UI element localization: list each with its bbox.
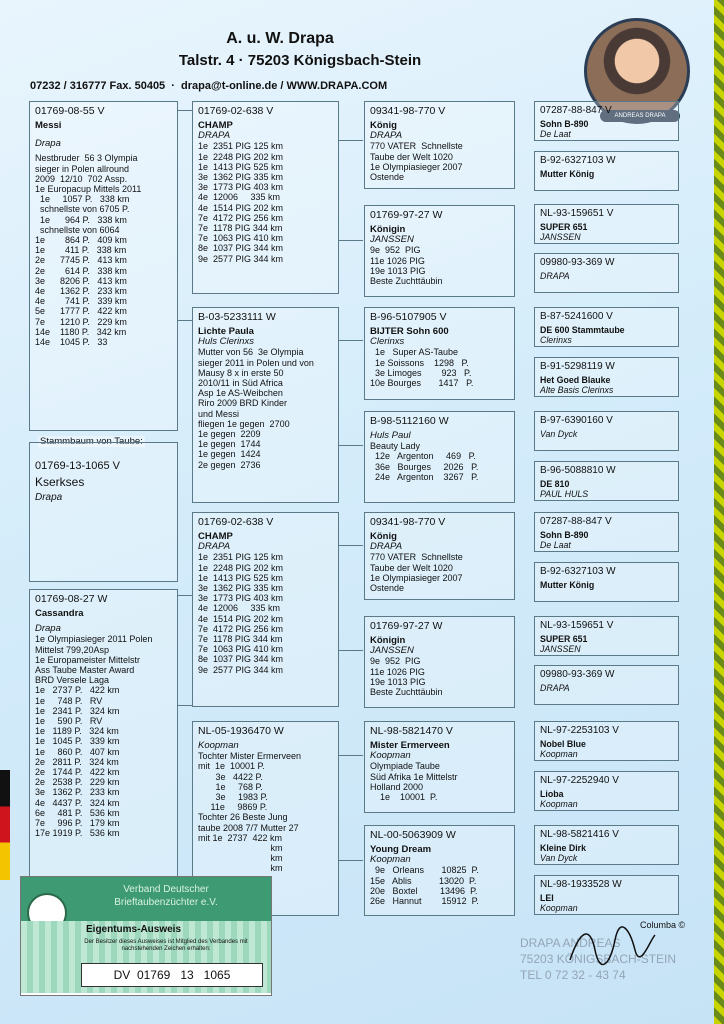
- result-line: mit 1e 10001 P.: [198, 761, 265, 772]
- result-line: Mausy 8 x in erste 50: [198, 367, 284, 378]
- connector-line: [339, 240, 363, 241]
- card-org: Verband Deutscher Brieftaubenzüchter e.V.: [21, 877, 271, 921]
- result-line: BRD Versele Laga: [35, 675, 110, 686]
- pedigree-box: [364, 512, 515, 600]
- result-line: 1e 1057 P. 338 km: [35, 194, 130, 205]
- pigeon-owner: Huls Clerinxs: [198, 336, 254, 348]
- father-box: [29, 101, 178, 431]
- pigeon-id: NL-97-2252940 V: [540, 775, 619, 786]
- result-line: 1e gegen 1744: [198, 439, 261, 450]
- result-line: 4e 12006 335 km: [198, 192, 281, 203]
- pedigree-box: [364, 411, 515, 503]
- result-line: 1e 2351 PIG 125 km: [198, 552, 284, 563]
- pigeon-name: Königin: [370, 635, 406, 646]
- result-line: 10e Bourges 1417 P.: [370, 378, 474, 389]
- result-line: 1e 768 P.: [198, 781, 263, 792]
- result-lines: [35, 634, 172, 838]
- result-line: 3e 1773 PIG 403 km: [198, 593, 284, 604]
- pigeon-name: DE 600 Stammtaube: [540, 325, 625, 335]
- connector-line: [178, 595, 192, 596]
- result-line: Beste Zuchttäubin: [370, 276, 443, 287]
- result-line: 3e 4422 P.: [198, 771, 263, 782]
- result-line: 1e 964 P. 338 km: [35, 214, 127, 225]
- pigeon-id: 01769-08-55 V: [35, 105, 105, 117]
- pedigree-box: [364, 616, 515, 708]
- pedigree-box: [192, 101, 339, 294]
- pigeon-name: DE 810: [540, 479, 570, 489]
- result-line: 1e Europameister Mittelstr: [35, 654, 141, 665]
- result-line: 1e Olympiasieger 2011 Polen: [35, 634, 153, 645]
- result-line: mit 1e 2737 422 km: [198, 832, 283, 843]
- result-line: 19e 1013 PIG: [370, 265, 426, 276]
- result-line: 1e 864 P. 409 km: [35, 235, 127, 246]
- result-line: 7e 4172 PIG 256 km: [198, 212, 284, 223]
- pigeon-owner: JANSSEN: [370, 645, 414, 657]
- pigeon-id: B-92-6327103 W: [540, 155, 616, 166]
- result-line: 24e Argenton 3267 P.: [370, 471, 479, 482]
- result-line: 1e 1045 P. 339 km: [35, 736, 120, 747]
- pigeon-owner: DRAPA: [370, 130, 403, 142]
- pedigree-box: [364, 721, 515, 813]
- pigeon-owner: Koopman: [540, 903, 578, 914]
- connector-line: [339, 545, 363, 546]
- stamp-phone: TEL 0 72 32 - 43 74: [520, 968, 626, 982]
- pigeon-id: B-96-5088810 W: [540, 465, 616, 476]
- pigeon-id: 09980-93-369 W: [540, 669, 615, 680]
- pigeon-owner: Alte Basis Clerinxs: [540, 385, 614, 396]
- connector-line: [339, 140, 363, 141]
- pigeon-owner: PAUL HULS: [540, 489, 589, 500]
- result-line: 1e 1189 P. 324 km: [35, 726, 119, 737]
- pigeon-owner: Clerinxs: [540, 335, 572, 346]
- pigeon-owner: DRAPA: [540, 683, 570, 693]
- result-line: Süd Afrika 1e Mittelstr: [370, 771, 458, 782]
- result-line: Ostende: [370, 583, 405, 594]
- pigeon-id: 01769-02-638 V: [198, 516, 274, 528]
- result-line: 20e Boxtel 13496 P.: [370, 885, 478, 896]
- card-title: Eigentums-Ausweis: [86, 924, 182, 935]
- pigeon-name: Sohn B-890: [540, 119, 589, 129]
- pedigree-box: [364, 205, 515, 297]
- pigeon-name: König: [370, 120, 397, 131]
- result-line: 770 VATER Schnellste: [370, 552, 463, 563]
- pedigree-box: [534, 411, 679, 451]
- pigeon-id: 07287-88-847 V: [540, 516, 612, 527]
- result-line: 2e 7745 P. 413 km: [35, 255, 127, 266]
- stamp-address: 75203 KÖNIGSBACH-STEIN: [520, 952, 677, 966]
- pigeon-owner: Koopman: [540, 749, 578, 760]
- connector-line: [339, 340, 363, 341]
- pigeon-owner: De Laat: [540, 540, 571, 551]
- result-line: 1e Soissons 1298 P.: [370, 357, 469, 368]
- pigeon-name: Nobel Blue: [540, 739, 586, 749]
- pigeon-id: NL-00-5063909 W: [370, 829, 456, 841]
- result-line: 1e Olympiasieger 2007: [370, 572, 463, 583]
- result-line: 1e gegen 1424: [198, 449, 261, 460]
- pigeon-id: B-96-5107905 V: [370, 311, 447, 323]
- result-line: Nestbruder 56 3 Olympia: [35, 153, 138, 164]
- result-line: schnellste von 6064: [35, 224, 120, 235]
- result-line: 1e 2351 PIG 125 km: [198, 141, 284, 152]
- result-line: Mittelst 799,20Asp: [35, 644, 110, 655]
- result-line: 4e 1514 PIG 202 km: [198, 613, 284, 624]
- result-line: 8e 1037 PIG 344 km: [198, 243, 284, 254]
- pigeon-owner: DRAPA: [540, 271, 570, 281]
- result-line: 4e 741 P. 339 km: [35, 296, 127, 307]
- pedigree-box: [534, 721, 679, 761]
- result-line: 4e 12006 335 km: [198, 603, 281, 614]
- result-line: 14e 1045 P. 33: [35, 337, 108, 348]
- pigeon-name: LEI: [540, 893, 554, 903]
- pedigree-box: [534, 357, 679, 397]
- result-line: 26e Hannut 15912 P.: [370, 896, 479, 907]
- pigeon-id: NL-98-1933528 W: [540, 879, 622, 890]
- pigeon-owner: Van Dyck: [540, 853, 578, 864]
- result-line: km: [198, 853, 283, 864]
- result-line: 17e 1919 P. 536 km: [35, 828, 120, 839]
- result-line: 14e 1180 P. 342 km: [35, 326, 127, 337]
- stamp-name: DRAPA ANDREAS: [520, 936, 621, 950]
- pigeon-name: BIJTER Sohn 600: [370, 326, 449, 337]
- pigeon-id: NL-93-159651 V: [540, 620, 614, 631]
- pedigree-box: [534, 307, 679, 347]
- result-line: 770 VATER Schnellste: [370, 141, 463, 152]
- subject-id: 01769-13-1065 V: [35, 460, 121, 472]
- result-line: 1e 411 P. 338 km: [35, 245, 127, 256]
- result-line: Ass Taube Master Award: [35, 665, 135, 676]
- result-line: 2e 1744 P. 422 km: [35, 767, 120, 778]
- result-line: 1e 590 P. RV: [35, 716, 103, 727]
- pedigree-box: [534, 875, 679, 915]
- result-line: 7e 1063 PIG 410 km: [198, 233, 284, 244]
- result-line: 4e 1514 PIG 202 km: [198, 202, 284, 213]
- pigeon-owner: Koopman: [198, 740, 239, 751]
- pigeon-name: Lioba: [540, 789, 564, 799]
- subject-owner: Drapa: [35, 492, 63, 503]
- result-line: 9e 952 PIG: [370, 245, 421, 256]
- result-line: 2e 2538 P. 229 km: [35, 777, 120, 788]
- pigeon-name: Mutter König: [540, 169, 595, 179]
- result-line: 3e 1362 P. 233 km: [35, 787, 120, 798]
- result-line: taube 2008 7/7 Mutter 27: [198, 822, 299, 833]
- result-line: 2e 2811 P. 324 km: [35, 756, 119, 767]
- pigeon-id: 09341-98-770 V: [370, 516, 446, 528]
- pedigree-box: [364, 101, 515, 189]
- pigeon-id: NL-98-5821416 V: [540, 829, 619, 840]
- pigeon-name: SUPER 651: [540, 222, 588, 232]
- result-line: 1e Europacup Mittels 2011: [35, 184, 142, 195]
- pigeon-owner: De Laat: [540, 129, 571, 140]
- connector-line: [178, 110, 192, 111]
- result-line: 3e 1773 PIG 403 km: [198, 182, 284, 193]
- result-line: 3e 1983 P.: [198, 792, 268, 803]
- pigeon-name: Het Goed Blauke: [540, 375, 611, 385]
- pedigree-box: [534, 101, 679, 141]
- result-line: Asp 1e AS-Weibchen: [198, 388, 283, 399]
- result-line: 9e 2577 PIG 344 km: [198, 253, 284, 264]
- subject-name: Kserkses: [35, 475, 85, 489]
- pigeon-name: Königin: [370, 224, 406, 235]
- breeder-name: A. u. W. Drapa: [226, 30, 334, 47]
- result-line: 5e 1777 P. 422 km: [35, 306, 127, 317]
- pedigree-box: [364, 307, 515, 400]
- breeder-address: Talstr. 4 · 75203 Königsbach-Stein: [178, 52, 422, 69]
- result-line: sieger in Polen allround: [35, 163, 130, 174]
- pigeon-name: Messi: [35, 120, 62, 131]
- result-line: 3e Limoges 923 P.: [370, 367, 472, 378]
- result-line: 11e 1026 PIG: [370, 255, 425, 266]
- pigeon-id: 01769-97-27 W: [370, 209, 443, 221]
- pigeon-id: B-87-5241600 V: [540, 311, 613, 322]
- result-line: schnellste von 6705 P.: [35, 204, 130, 215]
- pigeon-name: Sohn B-890: [540, 530, 589, 540]
- pigeon-id: 01769-97-27 W: [370, 620, 443, 632]
- pedigree-box: [534, 204, 679, 244]
- card-subtitle: Der Besitzer dieses Ausweises ist Mitglied des Verbandes mit nachstehenden Zeichen erhalten:: [84, 939, 248, 952]
- pigeon-name: Cassandra: [35, 608, 84, 619]
- result-line: 1e 10001 P.: [370, 792, 438, 803]
- pedigree-box: [534, 825, 679, 865]
- result-line: 1e 1413 PIG 525 km: [198, 572, 284, 583]
- pedigree-box: [534, 562, 679, 602]
- result-line: 7e 1063 PIG 410 km: [198, 644, 284, 655]
- connector-line: [178, 705, 192, 706]
- result-line: Beauty Lady: [370, 441, 421, 452]
- result-line: Taube der Welt 1020: [370, 151, 453, 162]
- result-line: Taube der Welt 1020: [370, 562, 453, 573]
- result-line: 1e 1413 PIG 525 km: [198, 161, 284, 172]
- photo-label: ANDREAS DRAPA: [600, 110, 680, 122]
- pigeon-owner: DRAPA: [370, 541, 403, 553]
- pedigree-box: [192, 512, 339, 707]
- result-line: 3e 1362 PIG 335 km: [198, 172, 284, 183]
- pigeon-id: 01769-02-638 V: [198, 105, 274, 117]
- result-line: 1e 2341 P. 324 km: [35, 705, 120, 716]
- result-line: und Messi: [198, 408, 240, 419]
- breeder-contact: 07232 / 316777 Fax. 50405 · drapa@t-online.de / WWW.DRAPA.COM: [30, 80, 388, 92]
- pigeon-id: B-98-5112160 W: [370, 415, 449, 427]
- result-line: 2e gegen 2736: [198, 459, 261, 470]
- result-line: 1e 2248 PIG 202 km: [198, 562, 284, 573]
- result-line: 3e 8206 P. 413 km: [35, 275, 127, 286]
- result-line: 11e 1026 PIG: [370, 666, 425, 677]
- connector-line: [339, 650, 363, 651]
- result-line: Tochter Mister Ermerveen: [198, 751, 302, 762]
- result-line: 7e 1210 P. 229 km: [35, 316, 127, 327]
- pigeon-name: Kleine Dirk: [540, 843, 586, 853]
- result-line: 2009 12/10 702 Assp.: [35, 173, 128, 184]
- result-line: fliegen 1e gegen 2700: [198, 418, 290, 429]
- connector-line: [178, 320, 192, 321]
- result-line: 7e 996 P. 179 km: [35, 818, 120, 829]
- pigeon-owner: Koopman: [370, 854, 411, 866]
- result-line: 2010/11 in Süd Africa: [198, 378, 283, 389]
- signature-icon: [560, 920, 660, 970]
- pigeon-owner: JANSSEN: [370, 234, 414, 246]
- pedigree-box: [192, 307, 339, 503]
- pigeon-id: 01769-08-27 W: [35, 593, 108, 605]
- result-line: 4e 1362 P. 233 km: [35, 286, 127, 297]
- result-line: Holland 2000: [370, 781, 424, 792]
- pigeon-owner: Drapa: [35, 138, 61, 150]
- pigeon-id: B-91-5298119 W: [540, 361, 615, 372]
- pigeon-id: 07287-88-847 V: [540, 105, 612, 116]
- pedigree-box: [364, 825, 515, 916]
- columba-credit: Columba ©: [640, 920, 686, 930]
- pigeon-id: B-97-6390160 V: [540, 415, 613, 426]
- result-line: Tochter 26 Beste Jung: [198, 812, 288, 823]
- result-lines: [35, 153, 172, 347]
- result-line: km: [198, 863, 283, 874]
- pigeon-name: Mister Ermerveen: [370, 740, 450, 751]
- result-line: 1e 860 P. 407 km: [35, 746, 120, 757]
- pigeon-owner: Koopman: [370, 750, 411, 762]
- pigeon-name: Lichte Paula: [198, 326, 254, 337]
- pigeon-id: 09980-93-369 W: [540, 257, 615, 268]
- pedigree-box: [534, 771, 679, 811]
- pigeon-id: B-92-6327103 W: [540, 566, 616, 577]
- result-line: 1e 2248 PIG 202 km: [198, 151, 284, 162]
- result-line: 8e 1037 PIG 344 km: [198, 654, 284, 665]
- result-line: 9e 952 PIG: [370, 656, 421, 667]
- pigeon-owner: JANSSEN: [540, 232, 581, 243]
- pigeon-id: 09341-98-770 V: [370, 105, 446, 117]
- pigeon-name: CHAMP: [198, 531, 233, 542]
- result-line: 12e Argenton 469 P.: [370, 451, 476, 462]
- pigeon-name: Young Dream: [370, 844, 432, 855]
- result-line: 9e 2577 PIG 344 km: [198, 664, 284, 675]
- result-line: 1e gegen 2209: [198, 429, 261, 440]
- pigeon-owner: DRAPA: [198, 541, 231, 553]
- subject-box: [29, 442, 178, 582]
- result-line: Mutter von 56 3e Olympia: [198, 347, 304, 358]
- pigeon-id: NL-93-159651 V: [540, 208, 614, 219]
- result-line: 1e 748 P. RV: [35, 695, 103, 706]
- result-line: sieger 2011 in Polen und von: [198, 357, 314, 368]
- german-flag-stripe: [0, 770, 10, 880]
- pedigree-box: [534, 665, 679, 705]
- result-line: 1e 2737 P. 422 km: [35, 685, 120, 696]
- result-line: Olympiade Taube: [370, 761, 440, 772]
- decorative-stripe: [714, 0, 724, 1024]
- result-line: 7e 1178 PIG 344 km: [198, 634, 283, 645]
- connector-line: [339, 445, 363, 446]
- result-line: 7e 1178 PIG 344 km: [198, 223, 283, 234]
- pigeon-name: CHAMP: [198, 120, 233, 131]
- result-line: 7e 4172 PIG 256 km: [198, 623, 284, 634]
- result-line: 11e 9869 P.: [198, 802, 268, 813]
- ownership-card: [20, 876, 272, 996]
- result-line: km: [198, 843, 283, 854]
- result-line: 1e Olympiasieger 2007: [370, 161, 463, 172]
- pigeon-id: NL-98-5821470 V: [370, 725, 453, 737]
- pigeon-owner: Huls Paul: [370, 430, 411, 441]
- result-line: 36e Bourges 2026 P.: [370, 461, 479, 472]
- connector-line: [339, 860, 363, 861]
- pigeon-owner: Koopman: [540, 799, 578, 810]
- pigeon-id: NL-97-2253103 V: [540, 725, 619, 736]
- result-line: 2e 614 P. 338 km: [35, 265, 127, 276]
- pigeon-owner: DRAPA: [198, 130, 231, 142]
- result-line: 6e 481 P. 536 km: [35, 807, 120, 818]
- mother-box: [29, 589, 178, 879]
- result-line: Beste Zuchttäubin: [370, 687, 443, 698]
- pigeon-id: NL-05-1936470 W: [198, 725, 284, 737]
- pedigree-box: [534, 151, 679, 191]
- pedigree-box: [534, 253, 679, 293]
- pedigree-box: [534, 461, 679, 501]
- result-line: 3e 1362 PIG 335 km: [198, 583, 284, 594]
- pigeon-name: König: [370, 531, 397, 542]
- pigeon-owner: Drapa: [35, 623, 61, 635]
- result-line: Ostende: [370, 172, 405, 183]
- stammbaum-label: Stammbaum von Taube:: [40, 436, 143, 447]
- pedigree-box: [534, 512, 679, 552]
- result-line: 4e 4437 P. 324 km: [35, 797, 120, 808]
- pigeon-owner: Clerinxs: [370, 336, 405, 348]
- result-line: 19e 1013 PIG: [370, 676, 426, 687]
- pigeon-id: B-03-5233111 W: [198, 311, 276, 323]
- pigeon-owner: Van Dyck: [540, 429, 578, 439]
- result-line: Riro 2009 BRD Kinder: [198, 398, 288, 409]
- result-line: 9e Orleans 10825 P.: [370, 865, 479, 876]
- result-line: 1e Super AS-Taube: [370, 347, 459, 358]
- pigeon-owner: JANSSEN: [540, 644, 581, 655]
- pedigree-box: [534, 616, 679, 656]
- card-ring-number: DV 01769 13 1065: [81, 963, 263, 987]
- pigeon-name: SUPER 651: [540, 634, 588, 644]
- pigeon-name: Mutter König: [540, 580, 595, 590]
- result-line: 15e Ablis 13020 P.: [370, 875, 477, 886]
- connector-line: [339, 755, 363, 756]
